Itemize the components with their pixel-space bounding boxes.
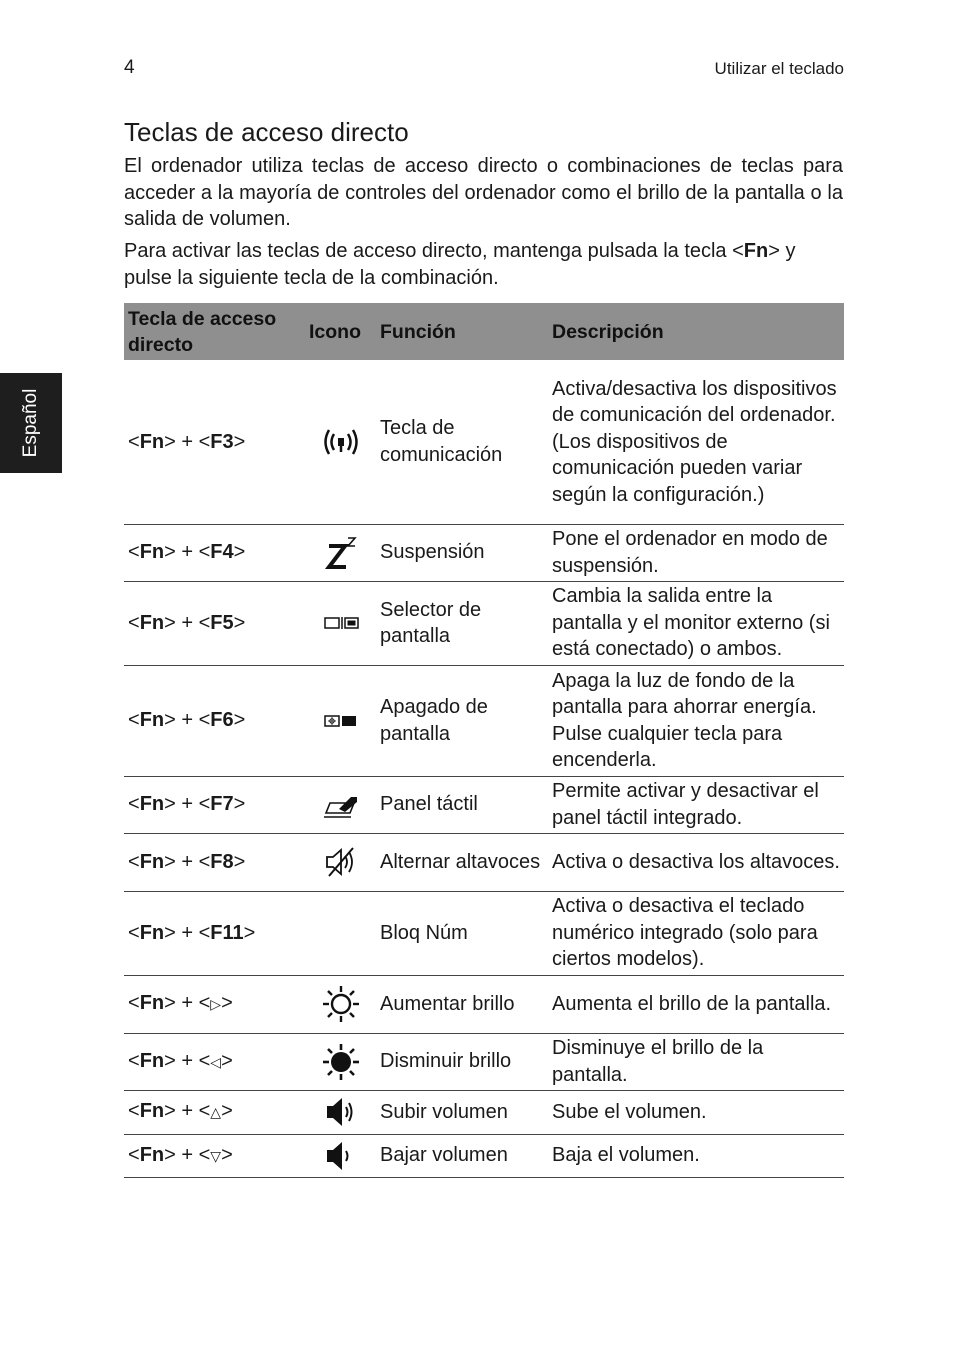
- table-row: [124, 524, 844, 581]
- fn-key: Fn: [139, 430, 165, 453]
- description-cell: Aumenta el brillo de la pantalla.: [548, 975, 844, 1033]
- volume-up-icon: [321, 1092, 361, 1132]
- icon-cell: [305, 1033, 376, 1090]
- icon-cell: [305, 975, 376, 1033]
- hotkey-cell: <Fn> + <△>: [124, 1090, 305, 1134]
- fn-key: Fn: [139, 541, 165, 564]
- description-cell: Activa o desactiva los altavoces.: [548, 833, 844, 891]
- combo-key: F11: [210, 921, 244, 944]
- icon-cell: [305, 524, 376, 581]
- page-number: 4: [124, 57, 135, 78]
- combo-key: F5: [210, 611, 234, 634]
- sleep-icon: [321, 533, 361, 573]
- speaker-mute-icon: [321, 842, 361, 882]
- function-cell: Selector de pantalla: [376, 581, 548, 665]
- function-cell: Bloq Núm: [376, 891, 548, 975]
- table-row: [124, 581, 844, 665]
- function-cell: Disminuir brillo: [376, 1033, 548, 1090]
- description-cell: Baja el volumen.: [548, 1134, 844, 1177]
- table-row: [124, 833, 844, 891]
- hotkey-table: [124, 303, 844, 1178]
- description-cell: Disminuye el brillo de la pantalla.: [548, 1033, 844, 1090]
- icon-cell: [305, 833, 376, 891]
- fn-key: Fn: [139, 921, 165, 944]
- description-cell: Apaga la luz de fondo de la pantalla para ahorrar energía. Pulse cualquier tecla para encenderla.: [548, 665, 844, 776]
- combo-key: F7: [210, 793, 234, 816]
- table-row: [124, 1090, 844, 1134]
- hotkey-cell: <Fn> + <F8>: [124, 833, 305, 891]
- arrow-left-icon: ◁: [210, 1053, 222, 1070]
- hotkey-cell: <Fn> + <▷>: [124, 975, 305, 1033]
- instruction-text-pre: Para activar las teclas de acceso directo, mantenga pulsada la tecla <: [124, 240, 744, 262]
- hotkey-cell: <Fn> + <◁>: [124, 1033, 305, 1090]
- function-cell: Tecla de comunicación: [376, 360, 548, 524]
- table-row: [124, 776, 844, 833]
- icon-cell: [305, 665, 376, 776]
- instruction-key: Fn: [743, 240, 769, 262]
- table-row: [124, 665, 844, 776]
- arrow-up-icon: △: [210, 1104, 222, 1121]
- combo-key: F6: [210, 709, 234, 732]
- hotkey-cell: <Fn> + <F5>: [124, 581, 305, 665]
- function-cell: Suspensión: [376, 524, 548, 581]
- instruction-paragraph: [124, 238, 843, 291]
- fn-key: Fn: [139, 793, 165, 816]
- intro-paragraph: El ordenador utiliza teclas de acceso directo o combinaciones de teclas para acceder a la mayoría de controles del ordenador como el brillo de la pantalla o la salida de volumen.: [124, 155, 843, 230]
- fn-key: Fn: [139, 992, 165, 1015]
- header-description: Descripción: [548, 303, 844, 360]
- fn-key: Fn: [139, 1143, 165, 1166]
- icon-cell: [305, 776, 376, 833]
- section-title: Teclas de acceso directo: [124, 117, 409, 147]
- function-cell: Bajar volumen: [376, 1134, 548, 1177]
- brightness-down-icon: [321, 1042, 361, 1082]
- description-cell: Sube el volumen.: [548, 1090, 844, 1134]
- hotkey-cell: <Fn> + <▽>: [124, 1134, 305, 1177]
- description-cell: Pone el ordenador en modo de suspensión.: [548, 524, 844, 581]
- icon-cell: [305, 1134, 376, 1177]
- brightness-up-icon: [321, 984, 361, 1024]
- combo-key: F3: [210, 430, 234, 453]
- combo-key: F8: [210, 850, 234, 873]
- fn-key: Fn: [139, 1100, 165, 1123]
- description-cell: Cambia la salida entre la pantalla y el monitor externo (si está conectado) o ambos.: [548, 581, 844, 665]
- header-icon: Icono: [305, 303, 376, 360]
- volume-down-icon: [321, 1136, 361, 1176]
- table-header-row: [124, 303, 844, 360]
- header-hotkey: Tecla de acceso directo: [124, 303, 305, 360]
- hotkey-cell: <Fn> + <F4>: [124, 524, 305, 581]
- arrow-down-icon: ▽: [210, 1147, 222, 1164]
- table-row: [124, 975, 844, 1033]
- arrow-right-icon: ▷: [210, 996, 222, 1013]
- fn-key: Fn: [139, 709, 165, 732]
- hotkey-cell: <Fn> + <F7>: [124, 776, 305, 833]
- icon-cell: [305, 1090, 376, 1134]
- display-switch-icon: [321, 603, 361, 643]
- function-cell: Alternar altavoces: [376, 833, 548, 891]
- language-tab: [0, 373, 62, 473]
- table-row: [124, 1033, 844, 1090]
- function-cell: Subir volumen: [376, 1090, 548, 1134]
- description-cell: Permite activar y desactivar el panel táctil integrado.: [548, 776, 844, 833]
- description-cell: Activa/desactiva los dispositivos de comunicación del ordenador. (Los dispositivos de comunicación pueden variar según la configuración.): [548, 360, 844, 524]
- hotkey-cell: <Fn> + <F11>: [124, 891, 305, 975]
- icon-cell: [305, 581, 376, 665]
- table-row: [124, 891, 844, 975]
- hotkey-cell: <Fn> + <F6>: [124, 665, 305, 776]
- icon-cell: [305, 360, 376, 524]
- header-function: Función: [376, 303, 548, 360]
- running-header: Utilizar el teclado: [714, 59, 844, 78]
- table-row: [124, 1134, 844, 1177]
- fn-key: Fn: [139, 850, 165, 873]
- function-cell: Aumentar brillo: [376, 975, 548, 1033]
- function-cell: Apagado de pantalla: [376, 665, 548, 776]
- fn-key: Fn: [139, 1049, 165, 1072]
- display-off-icon: [321, 701, 361, 741]
- icon-cell: [305, 891, 376, 975]
- function-cell: Panel táctil: [376, 776, 548, 833]
- instruction-text-post: > y pulse la siguiente tecla de la combinación.: [124, 240, 796, 289]
- wireless-icon: [321, 422, 361, 462]
- language-tab-label: Español: [20, 388, 41, 458]
- hotkey-cell: <Fn> + <F3>: [124, 360, 305, 524]
- fn-key: Fn: [139, 611, 165, 634]
- description-cell: Activa o desactiva el teclado numérico integrado (solo para ciertos modelos).: [548, 891, 844, 975]
- touchpad-toggle-icon: [321, 785, 361, 825]
- combo-key: F4: [210, 541, 234, 564]
- table-row: [124, 360, 844, 524]
